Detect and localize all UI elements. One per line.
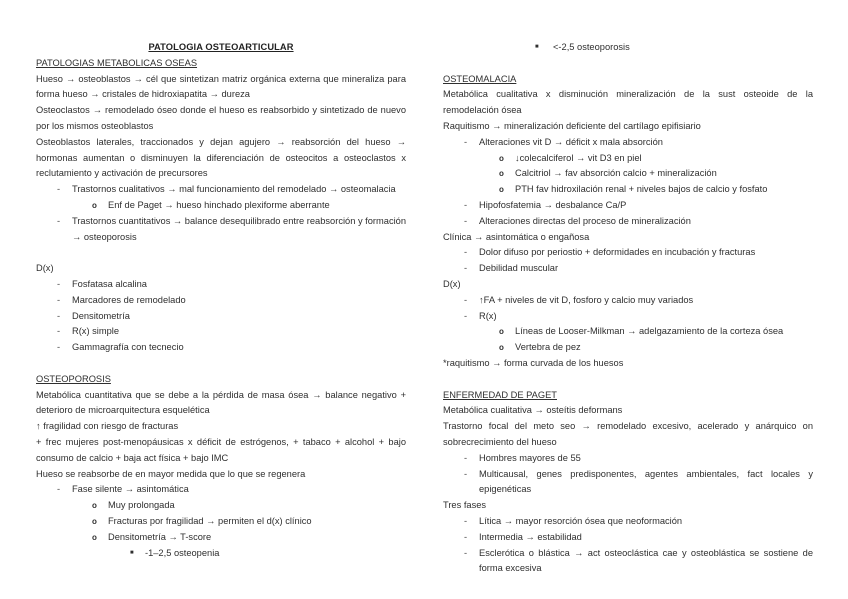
dx-label: D(x): [36, 263, 54, 274]
dash-bullet-icon: -: [464, 263, 468, 274]
list-item: o Muy prolongada: [36, 498, 406, 514]
dash-bullet-icon: -: [57, 215, 61, 226]
left-column: [36, 40, 406, 561]
dash-bullet-icon: -: [57, 278, 61, 289]
dx-label: D(x): [443, 278, 461, 289]
list-item: o ↓colecalciferol → vit D3 en piel: [443, 151, 813, 167]
square-bullet-icon: ■: [130, 549, 134, 556]
list-item: ■ <-2,5 osteoporosis: [443, 40, 813, 56]
dash-bullet-icon: -: [464, 452, 468, 463]
list-item: o Densitometría → T-score: [36, 530, 406, 546]
dash-bullet-icon: -: [464, 468, 468, 479]
section-heading-osteomalacia: OSTEOMALACIA: [443, 73, 517, 84]
dash-bullet-icon: -: [57, 326, 61, 337]
paragraph: Osteoblastos laterales, traccionados y dejan agujero → reabsorción del hueso → hormonas aumentan o disminuyen la diferenciación de osteocitos a osteoclastos x reclutamiento y activación de precursores: [36, 136, 406, 179]
dash-bullet-icon: -: [464, 531, 468, 542]
list-item: - R(x): [443, 309, 813, 325]
paragraph: Metabólica cuantitativa que se debe a la pérdida de masa ósea → balance negativo + deterioro de microarquitectura esquelética: [36, 389, 406, 416]
list-item: - Lítica → mayor resorción ósea que neoformación: [443, 514, 813, 530]
paragraph: Clínica → asintomática o engañosa: [443, 231, 590, 242]
square-bullet-icon: ■: [535, 44, 539, 50]
list-item: o PTH fav hidroxilación renal + niveles bajos de calcio y fosfato: [443, 182, 813, 198]
dash-bullet-icon: -: [464, 294, 468, 305]
list-item: - Debilidad muscular: [443, 261, 813, 277]
dash-bullet-icon: -: [57, 342, 61, 353]
list-item: - Multicausal, genes predisponentes, agentes ambientales, fact locales y epigenéticas: [464, 468, 813, 495]
circle-bullet-icon: o: [92, 200, 97, 210]
list-item: - Esclerótica o blástica → act osteoclástica cae y osteoblástica se sostiene de forma excesiva: [464, 547, 813, 574]
dash-bullet-icon: -: [464, 310, 468, 321]
page-title: PATOLOGIA OSTEOARTICULAR: [148, 42, 294, 52]
dash-bullet-icon: -: [464, 215, 468, 226]
dash-bullet-icon: -: [57, 484, 61, 495]
paragraph: Hueso → osteoblastos → cél que sintetizan matriz orgánica externa que mineraliza para forma hueso → cristales de hidroxiapatita → dureza: [36, 73, 406, 100]
dash-bullet-icon: -: [464, 547, 468, 558]
circle-bullet-icon: o: [92, 516, 97, 526]
paragraph: Tres fases: [443, 500, 487, 511]
list-item: - Dolor difuso por periostio + deformidades en incubación y fracturas: [443, 245, 813, 261]
list-item: - Hipofosfatemia → desbalance Ca/P: [443, 198, 813, 214]
dash-bullet-icon: -: [57, 310, 61, 321]
circle-bullet-icon: o: [499, 153, 504, 163]
list-item: - Fase silente → asintomática: [36, 482, 406, 498]
circle-bullet-icon: o: [499, 169, 504, 179]
list-item: o Vertebra de pez: [443, 340, 813, 356]
dash-bullet-icon: -: [464, 199, 468, 210]
paragraph: Osteoclastos → remodelado óseo donde el hueso es reabsorbido y sintetizado de nuevo por los mismos osteoblastos: [36, 105, 406, 131]
circle-bullet-icon: o: [499, 327, 504, 337]
paragraph: + frec mujeres post-menopáusicas x déficit de estrógenos, + tabaco + alcohol + bajo consumo de calcio + baja act física + bajo IMC: [36, 436, 406, 463]
list-item: - Intermedia → estabilidad: [443, 530, 813, 546]
list-item: o Líneas de Looser-Milkman → adelgazamiento de la corteza ósea: [443, 324, 813, 340]
list-item: o Calcitriol → fav absorción calcio + mineralización: [443, 166, 813, 182]
right-column: [443, 40, 813, 577]
section-heading-paget: ENFERMEDAD DE PAGET: [443, 389, 557, 400]
circle-bullet-icon: o: [499, 343, 504, 353]
list-item: ■ -1–2,5 osteopenia: [36, 546, 406, 562]
list-item: o Fracturas por fragilidad → permiten el d(x) clínico: [36, 514, 406, 530]
circle-bullet-icon: o: [92, 532, 97, 542]
list-item: - Fosfatasa alcalina: [36, 277, 406, 293]
list-item: - Densitometría: [36, 309, 406, 325]
list-item: - Hombres mayores de 55: [443, 451, 813, 467]
dash-bullet-icon: -: [57, 184, 61, 195]
list-item: - Marcadores de remodelado: [36, 293, 406, 309]
section-heading-osteoporosis: OSTEOPOROSIS: [36, 373, 111, 384]
paragraph: Raquitismo → mineralización deficiente del cartílago epifisiario: [443, 120, 701, 131]
circle-bullet-icon: o: [499, 185, 504, 195]
paragraph: Hueso se reabsorbe de en mayor medida que lo que se regenera: [36, 468, 306, 479]
list-item: - Gammagrafía con tecnecio: [36, 340, 406, 356]
paragraph: Trastorno focal del meto seo → remodelado excesivo, acelerado y anárquico on sobrecrecimiento del hueso: [443, 421, 813, 447]
paragraph: Metabólica cualitativa → osteítis deformans: [443, 405, 623, 416]
paragraph: ↑ fragilidad con riesgo de fracturas: [36, 421, 179, 432]
dash-bullet-icon: -: [57, 294, 61, 305]
list-item: - Alteraciones vit D → déficit x mala absorción: [443, 135, 813, 151]
list-item: - Trastornos cuantitativos → balance desequilibrado entre reabsorción y formación → osteoporosis: [57, 215, 407, 242]
section-heading-metabolic: PATOLOGIAS METABOLICAS OSEAS: [36, 57, 198, 68]
list-item: - R(x) simple: [36, 324, 406, 340]
list-item: - Trastornos cualitativos → mal funcionamiento del remodelado → osteomalacia: [36, 182, 406, 198]
paragraph: *raquitismo → forma curvada de los huesos: [443, 357, 624, 368]
dash-bullet-icon: -: [464, 136, 468, 147]
circle-bullet-icon: o: [92, 501, 97, 511]
dash-bullet-icon: -: [464, 247, 468, 258]
list-item: - Alteraciones directas del proceso de mineralización: [443, 214, 813, 230]
dash-bullet-icon: -: [464, 515, 468, 526]
list-item: o Enf de Paget → hueso hinchado plexiforme aberrante: [36, 198, 406, 214]
list-item: - ↑FA + niveles de vit D, fosforo y calcio muy variados: [443, 293, 813, 309]
paragraph: Metabólica cualitativa x disminución mineralización de la sust osteoide de la remodelación ósea: [443, 89, 813, 116]
